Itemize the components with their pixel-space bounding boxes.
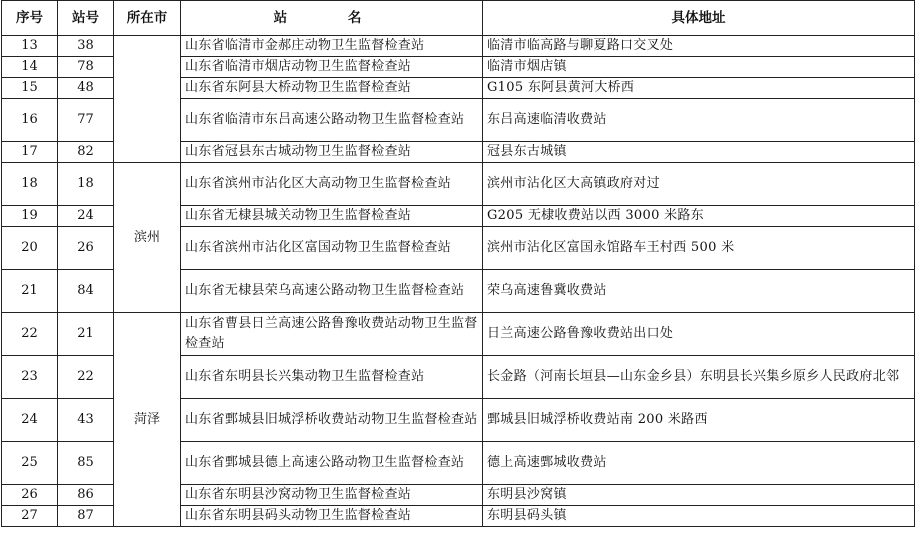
header-station-name: 站 名 [181, 1, 483, 36]
station-name-cell: 山东省滨州市沾化区大高动物卫生监督检查站 [181, 163, 483, 206]
address-cell: G205 无棣收费站以西 3000 米路东 [483, 206, 915, 227]
station-name-cell: 山东省东明县长兴集动物卫生监督检查站 [181, 356, 483, 399]
station-no-cell: 18 [58, 163, 114, 206]
address-cell: 德上高速鄄城收费站 [483, 442, 915, 485]
station-name-cell: 山东省无棣县荣乌高速公路动物卫生监督检查站 [181, 270, 483, 313]
seq-cell: 25 [2, 442, 58, 485]
address-cell: 滨州市沾化区富国永馆路车王村西 500 米 [483, 227, 915, 270]
header-seq: 序号 [2, 1, 58, 36]
station-no-cell: 84 [58, 270, 114, 313]
address-cell: 临清市临高路与聊夏路口交叉处 [483, 36, 915, 57]
station-no-cell: 85 [58, 442, 114, 485]
station-no-cell: 78 [58, 57, 114, 78]
header-row [2, 1, 915, 36]
address-cell: 东明县码头镇 [483, 506, 915, 527]
seq-cell: 26 [2, 485, 58, 506]
station-no-cell: 24 [58, 206, 114, 227]
address-cell: 东明县沙窝镇 [483, 485, 915, 506]
address-cell: 荣乌高速鲁冀收费站 [483, 270, 915, 313]
city-cell: 菏泽 [114, 313, 181, 527]
station-no-cell: 21 [58, 313, 114, 356]
station-name-cell: 山东省鄄城县德上高速公路动物卫生监督检查站 [181, 442, 483, 485]
station-no-cell: 38 [58, 36, 114, 57]
address-cell: G105 东阿县黄河大桥西 [483, 78, 915, 99]
address-cell: 冠县东古城镇 [483, 142, 915, 163]
inspection-station-table [1, 0, 915, 527]
seq-cell: 14 [2, 57, 58, 78]
seq-cell: 21 [2, 270, 58, 313]
seq-cell: 20 [2, 227, 58, 270]
station-no-cell: 82 [58, 142, 114, 163]
seq-cell: 23 [2, 356, 58, 399]
station-no-cell: 26 [58, 227, 114, 270]
station-name-cell: 山东省东阿县大桥动物卫生监督检查站 [181, 78, 483, 99]
station-no-cell: 48 [58, 78, 114, 99]
seq-cell: 16 [2, 99, 58, 142]
header-station-no: 站号 [58, 1, 114, 36]
seq-cell: 27 [2, 506, 58, 527]
address-cell: 长金路（河南长垣县—山东金乡县）东明县长兴集乡原乡人民政府北邻 [483, 356, 915, 399]
station-name-cell: 山东省东明县沙窝动物卫生监督检查站 [181, 485, 483, 506]
seq-cell: 24 [2, 399, 58, 442]
city-cell [114, 36, 181, 163]
station-no-cell: 43 [58, 399, 114, 442]
station-name-cell: 山东省无棣县城关动物卫生监督检查站 [181, 206, 483, 227]
station-no-cell: 86 [58, 485, 114, 506]
table-row [2, 313, 915, 356]
seq-cell: 13 [2, 36, 58, 57]
seq-cell: 19 [2, 206, 58, 227]
station-name-cell: 山东省临清市烟店动物卫生监督检查站 [181, 57, 483, 78]
station-no-cell: 77 [58, 99, 114, 142]
station-no-cell: 22 [58, 356, 114, 399]
address-cell: 东吕高速临清收费站 [483, 99, 915, 142]
station-name-cell: 山东省滨州市沾化区富国动物卫生监督检查站 [181, 227, 483, 270]
address-cell: 临清市烟店镇 [483, 57, 915, 78]
seq-cell: 18 [2, 163, 58, 206]
address-cell: 日兰高速公路鲁豫收费站出口处 [483, 313, 915, 356]
address-cell: 鄄城县旧城浮桥收费站南 200 米路西 [483, 399, 915, 442]
station-no-cell: 87 [58, 506, 114, 527]
station-name-cell: 山东省冠县东古城动物卫生监督检查站 [181, 142, 483, 163]
city-cell: 滨州 [114, 163, 181, 313]
seq-cell: 22 [2, 313, 58, 356]
table-row [2, 163, 915, 206]
station-name-cell: 山东省东明县码头动物卫生监督检查站 [181, 506, 483, 527]
header-city: 所在市 [114, 1, 181, 36]
seq-cell: 17 [2, 142, 58, 163]
station-name-cell: 山东省鄄城县旧城浮桥收费站动物卫生监督检查站 [181, 399, 483, 442]
station-name-cell: 山东省临清市东吕高速公路动物卫生监督检查站 [181, 99, 483, 142]
header-address: 具体地址 [483, 1, 915, 36]
station-name-cell: 山东省临清市金郝庄动物卫生监督检查站 [181, 36, 483, 57]
address-cell: 滨州市沾化区大高镇政府对过 [483, 163, 915, 206]
seq-cell: 15 [2, 78, 58, 99]
station-name-cell: 山东省曹县日兰高速公路鲁豫收费站动物卫生监督检查站 [181, 313, 483, 356]
table-row [2, 36, 915, 57]
